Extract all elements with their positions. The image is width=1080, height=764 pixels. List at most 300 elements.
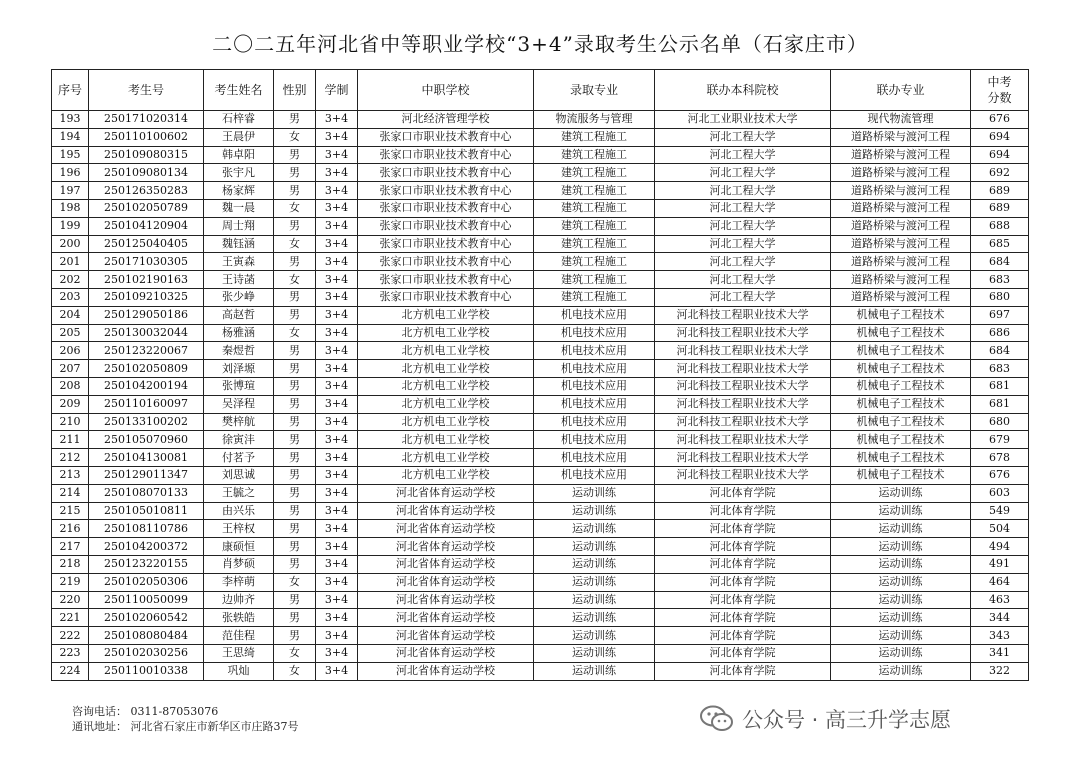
joint-major-cell: 道路桥梁与渡河工程 [831, 288, 971, 306]
score-cell: 343 [971, 627, 1029, 645]
joint-major-cell: 机械电子工程技术 [831, 360, 971, 378]
table-row [52, 235, 1029, 253]
school-cell: 河北省体育运动学校 [358, 662, 534, 680]
column-header: 联办专业 [831, 70, 971, 111]
university-cell: 河北科技工程职业技术大学 [655, 360, 831, 378]
name-cell: 刘思诚 [204, 466, 274, 484]
score-cell: 684 [971, 253, 1029, 271]
school-cell: 张家口市职业技术教育中心 [358, 288, 534, 306]
program-length-cell: 3+4 [316, 217, 358, 235]
joint-major-cell: 道路桥梁与渡河工程 [831, 199, 971, 217]
score-cell: 680 [971, 413, 1029, 431]
joint-major-cell: 机械电子工程技术 [831, 449, 971, 467]
joint-major-cell: 机械电子工程技术 [831, 342, 971, 360]
university-cell: 河北体育学院 [655, 484, 831, 502]
seq-cell: 197 [52, 182, 89, 200]
major-cell: 建筑工程施工 [534, 182, 655, 200]
major-cell: 建筑工程施工 [534, 164, 655, 182]
gender-cell: 男 [274, 591, 316, 609]
seq-cell: 201 [52, 253, 89, 271]
score-cell: 681 [971, 377, 1029, 395]
program-length-cell: 3+4 [316, 235, 358, 253]
score-cell: 344 [971, 609, 1029, 627]
program-length-cell: 3+4 [316, 288, 358, 306]
school-cell: 张家口市职业技术教育中心 [358, 253, 534, 271]
table-row [52, 591, 1029, 609]
exam-number-cell: 250102030256 [89, 644, 204, 662]
seq-cell: 221 [52, 609, 89, 627]
name-cell: 高赵哲 [204, 306, 274, 324]
gender-cell: 男 [274, 484, 316, 502]
program-length-cell: 3+4 [316, 466, 358, 484]
exam-number-cell: 250171030305 [89, 253, 204, 271]
major-cell: 运动训练 [534, 609, 655, 627]
university-cell: 河北工程大学 [655, 217, 831, 235]
school-cell: 河北省体育运动学校 [358, 591, 534, 609]
program-length-cell: 3+4 [316, 271, 358, 289]
name-cell: 张博瑄 [204, 377, 274, 395]
gender-cell: 男 [274, 342, 316, 360]
exam-number-cell: 250102190163 [89, 271, 204, 289]
exam-number-cell: 250129011347 [89, 466, 204, 484]
table-row [52, 306, 1029, 324]
school-cell: 河北省体育运动学校 [358, 644, 534, 662]
table-row [52, 627, 1029, 645]
table-row [52, 520, 1029, 538]
school-cell: 北方机电工业学校 [358, 413, 534, 431]
joint-major-cell: 运动训练 [831, 627, 971, 645]
major-cell: 运动训练 [534, 591, 655, 609]
seq-cell: 209 [52, 395, 89, 413]
program-length-cell: 3+4 [316, 253, 358, 271]
school-cell: 张家口市职业技术教育中心 [358, 164, 534, 182]
exam-number-cell: 250104200194 [89, 377, 204, 395]
table-row [52, 128, 1029, 146]
column-header: 联办本科院校 [655, 70, 831, 111]
column-header: 中考 分数 [971, 70, 1029, 111]
score-cell: 686 [971, 324, 1029, 342]
contact-footer [72, 704, 299, 734]
gender-cell: 女 [274, 324, 316, 342]
school-cell: 北方机电工业学校 [358, 306, 534, 324]
gender-cell: 男 [274, 538, 316, 556]
seq-cell: 198 [52, 199, 89, 217]
joint-major-cell: 道路桥梁与渡河工程 [831, 182, 971, 200]
table-row [52, 502, 1029, 520]
score-cell: 697 [971, 306, 1029, 324]
gender-cell: 男 [274, 146, 316, 164]
gender-cell: 男 [274, 609, 316, 627]
name-cell: 秦煜哲 [204, 342, 274, 360]
school-cell: 北方机电工业学校 [358, 466, 534, 484]
exam-number-cell: 250109080134 [89, 164, 204, 182]
university-cell: 河北体育学院 [655, 609, 831, 627]
joint-major-cell: 道路桥梁与渡河工程 [831, 217, 971, 235]
name-cell: 王寅森 [204, 253, 274, 271]
table-row [52, 449, 1029, 467]
program-length-cell: 3+4 [316, 644, 358, 662]
school-cell: 北方机电工业学校 [358, 377, 534, 395]
program-length-cell: 3+4 [316, 164, 358, 182]
table-row [52, 199, 1029, 217]
seq-cell: 208 [52, 377, 89, 395]
gender-cell: 男 [274, 217, 316, 235]
name-cell: 吴泽程 [204, 395, 274, 413]
table-row [52, 111, 1029, 129]
major-cell: 建筑工程施工 [534, 217, 655, 235]
school-cell: 张家口市职业技术教育中心 [358, 146, 534, 164]
major-cell: 机电技术应用 [534, 395, 655, 413]
school-cell: 张家口市职业技术教育中心 [358, 235, 534, 253]
program-length-cell: 3+4 [316, 609, 358, 627]
university-cell: 河北体育学院 [655, 662, 831, 680]
score-cell: 676 [971, 466, 1029, 484]
university-cell: 河北工程大学 [655, 128, 831, 146]
table-row [52, 466, 1029, 484]
table-row [52, 484, 1029, 502]
table-row [52, 662, 1029, 680]
program-length-cell: 3+4 [316, 662, 358, 680]
score-cell: 680 [971, 288, 1029, 306]
seq-cell: 195 [52, 146, 89, 164]
university-cell: 河北体育学院 [655, 555, 831, 573]
major-cell: 机电技术应用 [534, 466, 655, 484]
table-row [52, 342, 1029, 360]
program-length-cell: 3+4 [316, 484, 358, 502]
name-cell: 边帅齐 [204, 591, 274, 609]
seq-cell: 212 [52, 449, 89, 467]
school-cell: 北方机电工业学校 [358, 360, 534, 378]
major-cell: 机电技术应用 [534, 324, 655, 342]
university-cell: 河北科技工程职业技术大学 [655, 431, 831, 449]
name-cell: 樊梓航 [204, 413, 274, 431]
name-cell: 王思绮 [204, 644, 274, 662]
name-cell: 杨雅涵 [204, 324, 274, 342]
table-row [52, 395, 1029, 413]
score-cell: 679 [971, 431, 1029, 449]
program-length-cell: 3+4 [316, 520, 358, 538]
joint-major-cell: 道路桥梁与渡河工程 [831, 253, 971, 271]
university-cell: 河北体育学院 [655, 538, 831, 556]
gender-cell: 男 [274, 466, 316, 484]
program-length-cell: 3+4 [316, 555, 358, 573]
seq-cell: 211 [52, 431, 89, 449]
score-cell: 683 [971, 271, 1029, 289]
university-cell: 河北科技工程职业技术大学 [655, 324, 831, 342]
joint-major-cell: 机械电子工程技术 [831, 377, 971, 395]
exam-number-cell: 250110050099 [89, 591, 204, 609]
exam-number-cell: 250133100202 [89, 413, 204, 431]
exam-number-cell: 250126350283 [89, 182, 204, 200]
name-cell: 王诗菡 [204, 271, 274, 289]
gender-cell: 男 [274, 413, 316, 431]
name-cell: 张少峥 [204, 288, 274, 306]
gender-cell: 男 [274, 253, 316, 271]
school-cell: 北方机电工业学校 [358, 449, 534, 467]
school-cell: 北方机电工业学校 [358, 431, 534, 449]
major-cell: 机电技术应用 [534, 360, 655, 378]
name-cell: 王晨伊 [204, 128, 274, 146]
table-row [52, 253, 1029, 271]
school-cell: 张家口市职业技术教育中心 [358, 199, 534, 217]
table-row [52, 217, 1029, 235]
gender-cell: 男 [274, 627, 316, 645]
school-cell: 张家口市职业技术教育中心 [358, 271, 534, 289]
program-length-cell: 3+4 [316, 591, 358, 609]
table-row [52, 413, 1029, 431]
school-cell: 河北省体育运动学校 [358, 502, 534, 520]
university-cell: 河北体育学院 [655, 520, 831, 538]
gender-cell: 女 [274, 128, 316, 146]
university-cell: 河北体育学院 [655, 591, 831, 609]
university-cell: 河北工程大学 [655, 199, 831, 217]
university-cell: 河北体育学院 [655, 502, 831, 520]
name-cell: 张宇凡 [204, 164, 274, 182]
joint-major-cell: 运动训练 [831, 644, 971, 662]
seq-cell: 210 [52, 413, 89, 431]
column-header: 序号 [52, 70, 89, 111]
university-cell: 河北体育学院 [655, 644, 831, 662]
exam-number-cell: 250129050186 [89, 306, 204, 324]
name-cell: 王梓权 [204, 520, 274, 538]
exam-number-cell: 250105070960 [89, 431, 204, 449]
school-cell: 河北省体育运动学校 [358, 609, 534, 627]
joint-major-cell: 机械电子工程技术 [831, 431, 971, 449]
score-cell: 549 [971, 502, 1029, 520]
program-length-cell: 3+4 [316, 502, 358, 520]
joint-major-cell: 运动训练 [831, 520, 971, 538]
watermark-text: 公众号 · 高三升学志愿 [742, 708, 952, 732]
major-cell: 建筑工程施工 [534, 128, 655, 146]
column-header: 性别 [274, 70, 316, 111]
major-cell: 运动训练 [534, 644, 655, 662]
gender-cell: 女 [274, 235, 316, 253]
joint-major-cell: 机械电子工程技术 [831, 395, 971, 413]
table-row [52, 182, 1029, 200]
seq-cell: 217 [52, 538, 89, 556]
major-cell: 运动训练 [534, 573, 655, 591]
exam-number-cell: 250110100602 [89, 128, 204, 146]
exam-number-cell: 250110160097 [89, 395, 204, 413]
joint-major-cell: 道路桥梁与渡河工程 [831, 128, 971, 146]
seq-cell: 193 [52, 111, 89, 129]
university-cell: 河北工程大学 [655, 271, 831, 289]
joint-major-cell: 机械电子工程技术 [831, 324, 971, 342]
name-cell: 石梓睿 [204, 111, 274, 129]
major-cell: 机电技术应用 [534, 342, 655, 360]
gender-cell: 女 [274, 199, 316, 217]
school-cell: 河北省体育运动学校 [358, 573, 534, 591]
major-cell: 运动训练 [534, 538, 655, 556]
major-cell: 运动训练 [534, 627, 655, 645]
joint-major-cell: 运动训练 [831, 573, 971, 591]
university-cell: 河北工程大学 [655, 146, 831, 164]
seq-cell: 203 [52, 288, 89, 306]
column-header: 考生姓名 [204, 70, 274, 111]
score-cell: 676 [971, 111, 1029, 129]
joint-major-cell: 现代物流管理 [831, 111, 971, 129]
university-cell: 河北工程大学 [655, 164, 831, 182]
joint-major-cell: 道路桥梁与渡河工程 [831, 146, 971, 164]
university-cell: 河北体育学院 [655, 573, 831, 591]
joint-major-cell: 机械电子工程技术 [831, 466, 971, 484]
name-cell: 付茗予 [204, 449, 274, 467]
school-cell: 河北省体育运动学校 [358, 555, 534, 573]
seq-cell: 224 [52, 662, 89, 680]
name-cell: 范佳程 [204, 627, 274, 645]
major-cell: 物流服务与管理 [534, 111, 655, 129]
contact-address: 通讯地址： 河北省石家庄市新华区市庄路37号 [72, 720, 299, 733]
program-length-cell: 3+4 [316, 573, 358, 591]
university-cell: 河北工程大学 [655, 288, 831, 306]
name-cell: 王毓之 [204, 484, 274, 502]
seq-cell: 215 [52, 502, 89, 520]
major-cell: 运动训练 [534, 484, 655, 502]
name-cell: 徐寅沣 [204, 431, 274, 449]
gender-cell: 男 [274, 164, 316, 182]
gender-cell: 男 [274, 555, 316, 573]
university-cell: 河北工业职业技术大学 [655, 111, 831, 129]
school-cell: 张家口市职业技术教育中心 [358, 182, 534, 200]
school-cell: 北方机电工业学校 [358, 395, 534, 413]
name-cell: 韩卓阳 [204, 146, 274, 164]
program-length-cell: 3+4 [316, 342, 358, 360]
seq-cell: 200 [52, 235, 89, 253]
exam-number-cell: 250109080315 [89, 146, 204, 164]
joint-major-cell: 运动训练 [831, 591, 971, 609]
name-cell: 肖梦硕 [204, 555, 274, 573]
table-body [52, 111, 1029, 681]
university-cell: 河北科技工程职业技术大学 [655, 466, 831, 484]
program-length-cell: 3+4 [316, 360, 358, 378]
school-cell: 河北省体育运动学校 [358, 627, 534, 645]
gender-cell: 男 [274, 520, 316, 538]
exam-number-cell: 250171020314 [89, 111, 204, 129]
score-cell: 463 [971, 591, 1029, 609]
gender-cell: 男 [274, 182, 316, 200]
admission-table [51, 69, 1029, 681]
seq-cell: 223 [52, 644, 89, 662]
score-cell: 341 [971, 644, 1029, 662]
joint-major-cell: 运动训练 [831, 538, 971, 556]
exam-number-cell: 250104130081 [89, 449, 204, 467]
gender-cell: 男 [274, 306, 316, 324]
major-cell: 建筑工程施工 [534, 199, 655, 217]
score-cell: 683 [971, 360, 1029, 378]
seq-cell: 222 [52, 627, 89, 645]
name-cell: 杨家辉 [204, 182, 274, 200]
table-row [52, 146, 1029, 164]
major-cell: 机电技术应用 [534, 431, 655, 449]
exam-number-cell: 250123220067 [89, 342, 204, 360]
gender-cell: 男 [274, 502, 316, 520]
name-cell: 巩灿 [204, 662, 274, 680]
gender-cell: 女 [274, 573, 316, 591]
table-row [52, 538, 1029, 556]
major-cell: 建筑工程施工 [534, 271, 655, 289]
exam-number-cell: 250123220155 [89, 555, 204, 573]
major-cell: 运动训练 [534, 662, 655, 680]
watermark [700, 704, 951, 734]
major-cell: 运动训练 [534, 555, 655, 573]
program-length-cell: 3+4 [316, 128, 358, 146]
joint-major-cell: 机械电子工程技术 [831, 413, 971, 431]
program-length-cell: 3+4 [316, 306, 358, 324]
program-length-cell: 3+4 [316, 431, 358, 449]
table-row [52, 164, 1029, 182]
table-row [52, 431, 1029, 449]
joint-major-cell: 道路桥梁与渡河工程 [831, 271, 971, 289]
school-cell: 张家口市职业技术教育中心 [358, 128, 534, 146]
seq-cell: 199 [52, 217, 89, 235]
seq-cell: 220 [52, 591, 89, 609]
program-length-cell: 3+4 [316, 413, 358, 431]
table-header-row [52, 70, 1029, 111]
school-cell: 河北省体育运动学校 [358, 538, 534, 556]
program-length-cell: 3+4 [316, 395, 358, 413]
score-cell: 464 [971, 573, 1029, 591]
major-cell: 机电技术应用 [534, 413, 655, 431]
program-length-cell: 3+4 [316, 111, 358, 129]
major-cell: 建筑工程施工 [534, 235, 655, 253]
table-row [52, 609, 1029, 627]
column-header: 考生号 [89, 70, 204, 111]
program-length-cell: 3+4 [316, 538, 358, 556]
seq-cell: 206 [52, 342, 89, 360]
school-cell: 河北省体育运动学校 [358, 520, 534, 538]
table-row [52, 555, 1029, 573]
university-cell: 河北科技工程职业技术大学 [655, 377, 831, 395]
university-cell: 河北科技工程职业技术大学 [655, 449, 831, 467]
seq-cell: 205 [52, 324, 89, 342]
gender-cell: 男 [274, 449, 316, 467]
score-cell: 491 [971, 555, 1029, 573]
university-cell: 河北科技工程职业技术大学 [655, 395, 831, 413]
program-length-cell: 3+4 [316, 324, 358, 342]
score-cell: 689 [971, 199, 1029, 217]
seq-cell: 219 [52, 573, 89, 591]
seq-cell: 194 [52, 128, 89, 146]
school-cell: 河北经济管理学校 [358, 111, 534, 129]
table-row [52, 644, 1029, 662]
score-cell: 688 [971, 217, 1029, 235]
score-cell: 322 [971, 662, 1029, 680]
table-row [52, 288, 1029, 306]
school-cell: 河北省体育运动学校 [358, 484, 534, 502]
seq-cell: 202 [52, 271, 89, 289]
name-cell: 魏一晨 [204, 199, 274, 217]
major-cell: 机电技术应用 [534, 377, 655, 395]
exam-number-cell: 250102060542 [89, 609, 204, 627]
exam-number-cell: 250108110786 [89, 520, 204, 538]
program-length-cell: 3+4 [316, 377, 358, 395]
column-header: 录取专业 [534, 70, 655, 111]
document-title: 二〇二五年河北省中等职业学校“3+4”录取考生公示名单（石家庄市） [212, 32, 868, 56]
contact-phone: 咨询电话： 0311-87053076 [72, 705, 219, 718]
university-cell: 河北体育学院 [655, 627, 831, 645]
joint-major-cell: 运动训练 [831, 484, 971, 502]
wechat-icon [700, 705, 734, 733]
score-cell: 678 [971, 449, 1029, 467]
column-header: 学制 [316, 70, 358, 111]
gender-cell: 男 [274, 377, 316, 395]
program-length-cell: 3+4 [316, 146, 358, 164]
major-cell: 建筑工程施工 [534, 146, 655, 164]
university-cell: 河北科技工程职业技术大学 [655, 413, 831, 431]
seq-cell: 214 [52, 484, 89, 502]
major-cell: 机电技术应用 [534, 306, 655, 324]
name-cell: 张轶皓 [204, 609, 274, 627]
